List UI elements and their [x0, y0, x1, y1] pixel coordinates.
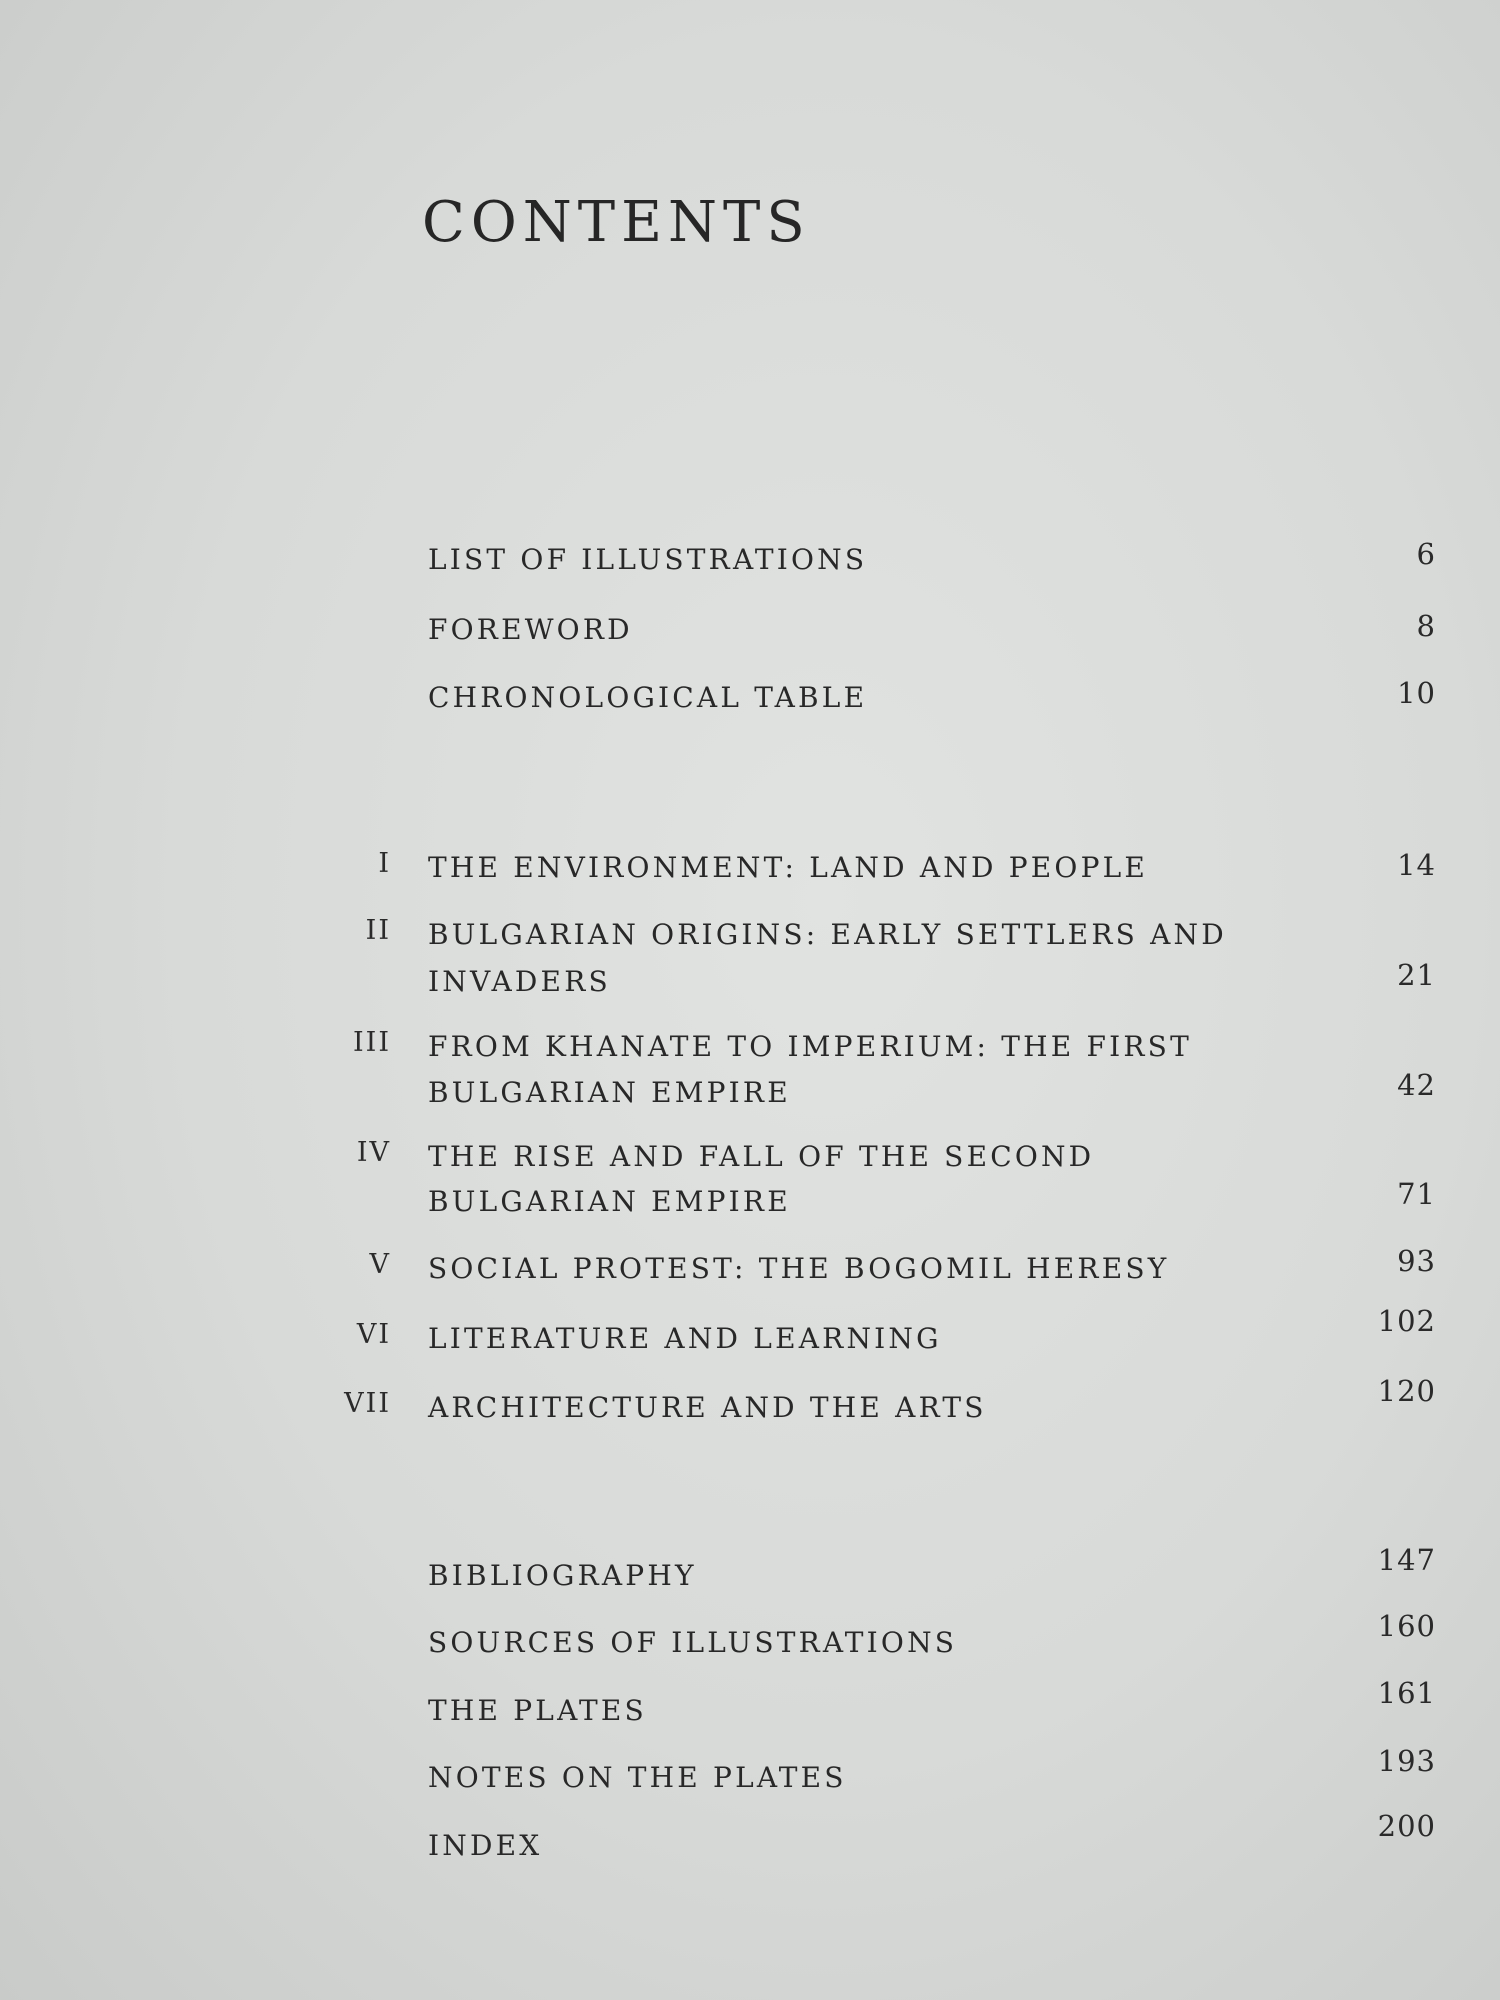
toc-entry-label: INDEX: [428, 1829, 543, 1862]
toc-entry-page: 8: [1416, 609, 1436, 643]
toc-entry-page: 14: [1397, 848, 1436, 882]
toc-entry-label-line2: BULGARIAN EMPIRE: [428, 1076, 791, 1109]
toc-entry-label: FOREWORD: [428, 613, 633, 646]
toc-entry-label: SOURCES OF ILLUSTRATIONS: [428, 1626, 958, 1659]
toc-entry-page: 93: [1397, 1244, 1436, 1278]
chapter-numeral: III: [353, 1027, 391, 1058]
toc-entry-label-line1: FROM KHANATE TO IMPERIUM: THE FIRST: [428, 1030, 1192, 1063]
toc-entry-label: CHRONOLOGICAL TABLE: [428, 681, 868, 714]
chapter-numeral: V: [369, 1249, 391, 1280]
chapter-numeral: I: [378, 848, 391, 879]
page-title: CONTENTS: [422, 190, 811, 255]
toc-entry-page: 10: [1397, 676, 1436, 710]
toc-entry-label: NOTES ON THE PLATES: [428, 1761, 847, 1794]
toc-entry-page: 193: [1377, 1744, 1436, 1778]
toc-entry-label-line2: INVADERS: [428, 965, 611, 998]
toc-entry-label-line2: BULGARIAN EMPIRE: [428, 1185, 791, 1218]
toc-entry-label: THE PLATES: [428, 1694, 647, 1727]
chapter-numeral: IV: [356, 1137, 391, 1168]
toc-entry-page: 161: [1377, 1676, 1436, 1710]
toc-entry-label: BIBLIOGRAPHY: [428, 1559, 697, 1592]
toc-entry-page: 21: [1397, 958, 1436, 992]
chapter-numeral: VII: [344, 1388, 391, 1419]
toc-entry-label-line1: BULGARIAN ORIGINS: EARLY SETTLERS AND: [428, 918, 1227, 951]
toc-entry-page: 102: [1377, 1304, 1436, 1338]
toc-entry-page: 160: [1377, 1609, 1436, 1643]
toc-entry-page: 200: [1377, 1809, 1436, 1843]
toc-entry-page: 42: [1397, 1068, 1436, 1102]
toc-entry-label: LIST OF ILLUSTRATIONS: [428, 543, 868, 576]
toc-entry-label: ARCHITECTURE AND THE ARTS: [428, 1391, 987, 1424]
toc-entry-label: SOCIAL PROTEST: THE BOGOMIL HERESY: [428, 1252, 1170, 1285]
toc-entry-page: 147: [1377, 1543, 1436, 1577]
toc-entry-label-line1: THE RISE AND FALL OF THE SECOND: [428, 1140, 1095, 1173]
toc-entry-label: LITERATURE AND LEARNING: [428, 1322, 942, 1355]
toc-entry-page: 71: [1397, 1177, 1436, 1211]
chapter-numeral: II: [365, 915, 391, 946]
toc-entry-page: 6: [1416, 537, 1436, 571]
chapter-numeral: VI: [356, 1319, 391, 1350]
toc-entry-label: THE ENVIRONMENT: LAND AND PEOPLE: [428, 851, 1149, 884]
toc-entry-page: 120: [1377, 1374, 1436, 1408]
